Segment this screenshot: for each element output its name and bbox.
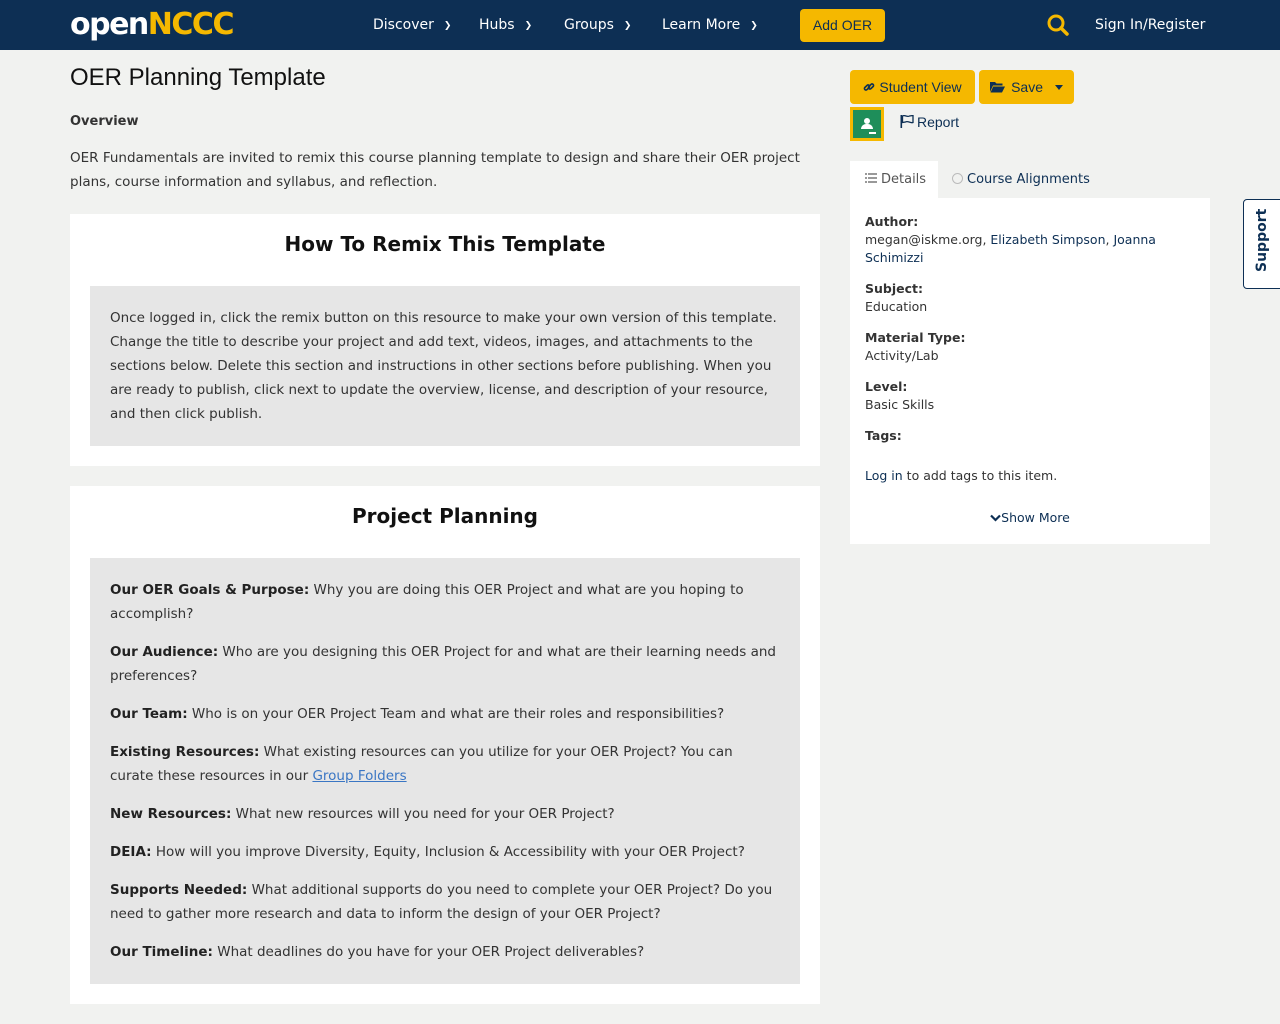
author-email: megan@iskme.org,	[865, 232, 991, 247]
item-text: What additional supports do you need to complete your OER Project? Do you need to gather more research and data to inform the design of your OER Project?	[110, 882, 773, 922]
tags-label: Tags:	[865, 428, 902, 443]
subject-label: Subject:	[865, 281, 923, 296]
item-label: Our Audience:	[110, 644, 219, 660]
nav-discover-label: Discover	[373, 17, 434, 33]
overview-text: OER Fundamentals are invited to remix this course planning template to design and share their OER project plans, course information and syllabus, and reflection.	[70, 150, 800, 190]
student-view-label: Student View	[879, 79, 962, 95]
item-label: Existing Resources:	[110, 744, 260, 760]
report-link[interactable]	[900, 114, 959, 130]
list-item	[110, 878, 780, 926]
item-text: What deadlines do you have for your OER Project deliverables?	[212, 944, 645, 960]
list-item	[110, 640, 780, 688]
item-label: Our Timeline:	[110, 944, 213, 960]
subject-value: Education	[865, 299, 928, 314]
tab-course-alignments[interactable]	[952, 161, 1090, 198]
nav-discover[interactable]	[373, 0, 451, 50]
author-link-joanna-schimizzi[interactable]: Joanna Schimizzi	[865, 232, 1156, 265]
overview-heading: Overview	[70, 114, 139, 129]
item-text: Who is on your OER Project Team and what are their roles and responsibilities?	[187, 706, 725, 722]
chevron-down-icon: ❯	[443, 21, 452, 31]
google-classroom-icon	[853, 110, 881, 138]
group-folders-link[interactable]: Group Folders	[312, 768, 407, 784]
level-value: Basic Skills	[865, 397, 935, 412]
list-item	[110, 940, 780, 964]
show-more-label: Show More	[1001, 510, 1070, 525]
logo-text-nccc: NCCC	[147, 7, 233, 42]
support-label: Support	[1254, 208, 1270, 272]
author-link-elizabeth-simpson[interactable]: Elizabeth Simpson	[990, 232, 1106, 247]
remix-instructions-text: Once logged in, click the remix button on this resource to make your own version of this template. Change the title to describe your project and add text, videos, images, and attachments to the sections below. Delete this section and instructions in other sections before publishing. When you are ready to publish, click next to update the overview, license, and description of your resource, and then click publish.	[110, 310, 777, 422]
tags-login-prompt	[865, 467, 1185, 485]
link-icon	[863, 81, 875, 93]
item-label: Our Team:	[110, 706, 188, 722]
list-item	[110, 702, 780, 726]
item-label: DEIA:	[110, 844, 152, 860]
nav-learn-more-label: Learn More	[662, 17, 741, 33]
logo-text-open: open	[70, 7, 148, 42]
log-in-link[interactable]: Log in	[865, 468, 903, 483]
item-text: Who are you designing this OER Project for and what are their learning needs and preferences?	[110, 644, 776, 684]
remix-section-panel	[70, 214, 820, 466]
item-text: What new resources will you need for your OER Project?	[231, 806, 615, 822]
nav-groups[interactable]	[564, 0, 631, 50]
list-item	[110, 578, 780, 626]
add-oer-button[interactable]: Add OER	[800, 9, 885, 42]
project-planning-heading: Project Planning	[352, 504, 538, 528]
item-text: Why you are doing this OER Project and what are you hoping to accomplish?	[110, 582, 744, 622]
site-logo[interactable]	[70, 8, 233, 42]
report-label: Report	[917, 114, 960, 130]
flag-icon	[900, 115, 914, 128]
tab-details[interactable]	[850, 161, 938, 198]
support-tab[interactable]	[1243, 199, 1280, 289]
tags-login-text: to add tags to this item.	[902, 468, 1058, 483]
author-value	[865, 231, 1185, 267]
sign-in-register-link[interactable]: Sign In/Register	[1095, 17, 1206, 33]
item-label: Supports Needed:	[110, 882, 248, 898]
remix-section-heading: How To Remix This Template	[284, 232, 606, 256]
folder-open-icon	[990, 81, 1005, 93]
material-type-label: Material Type:	[865, 330, 966, 345]
save-dropdown-button[interactable]	[979, 70, 1074, 104]
list-icon	[865, 173, 877, 183]
google-classroom-share-button[interactable]	[850, 107, 884, 141]
chevron-down-icon: ❯	[623, 21, 632, 31]
level-label: Level:	[865, 379, 908, 394]
chevron-down-icon	[990, 514, 1001, 522]
top-navbar	[0, 0, 1280, 50]
item-label: New Resources:	[110, 806, 232, 822]
project-planning-panel	[70, 486, 820, 1004]
item-text: What existing resources can you utilize for your OER Project? You can curate these resources in our	[110, 744, 733, 784]
nav-groups-label: Groups	[564, 17, 614, 33]
circle-icon	[952, 173, 963, 184]
remix-instructions-box	[90, 286, 800, 446]
chevron-down-icon: ❯	[750, 21, 758, 31]
item-label: Our OER Goals & Purpose:	[110, 582, 310, 598]
chevron-down-icon: ❯	[524, 21, 533, 31]
student-view-button[interactable]	[850, 70, 975, 104]
nav-learn-more[interactable]	[662, 0, 758, 50]
details-panel	[850, 198, 1210, 544]
list-item	[110, 840, 780, 864]
nav-hubs[interactable]	[479, 0, 532, 50]
show-more-link[interactable]	[850, 510, 1210, 525]
page-title: OER Planning Template	[70, 64, 326, 91]
project-planning-box	[90, 558, 800, 984]
list-item	[110, 802, 780, 826]
tab-details-label: Details	[881, 172, 927, 187]
nav-hubs-label: Hubs	[479, 17, 515, 33]
tab-course-alignments-label: Course Alignments	[967, 172, 1090, 187]
item-text: How will you improve Diversity, Equity, Inclusion & Accessibility with your OER Project?	[151, 844, 745, 860]
author-label: Author:	[865, 214, 919, 229]
material-type-value: Activity/Lab	[865, 348, 939, 363]
author-separator: ,	[1105, 232, 1114, 247]
search-icon[interactable]	[1046, 13, 1070, 37]
caret-down-icon	[1055, 85, 1063, 90]
list-item	[110, 740, 780, 788]
save-label: Save	[1011, 79, 1044, 95]
